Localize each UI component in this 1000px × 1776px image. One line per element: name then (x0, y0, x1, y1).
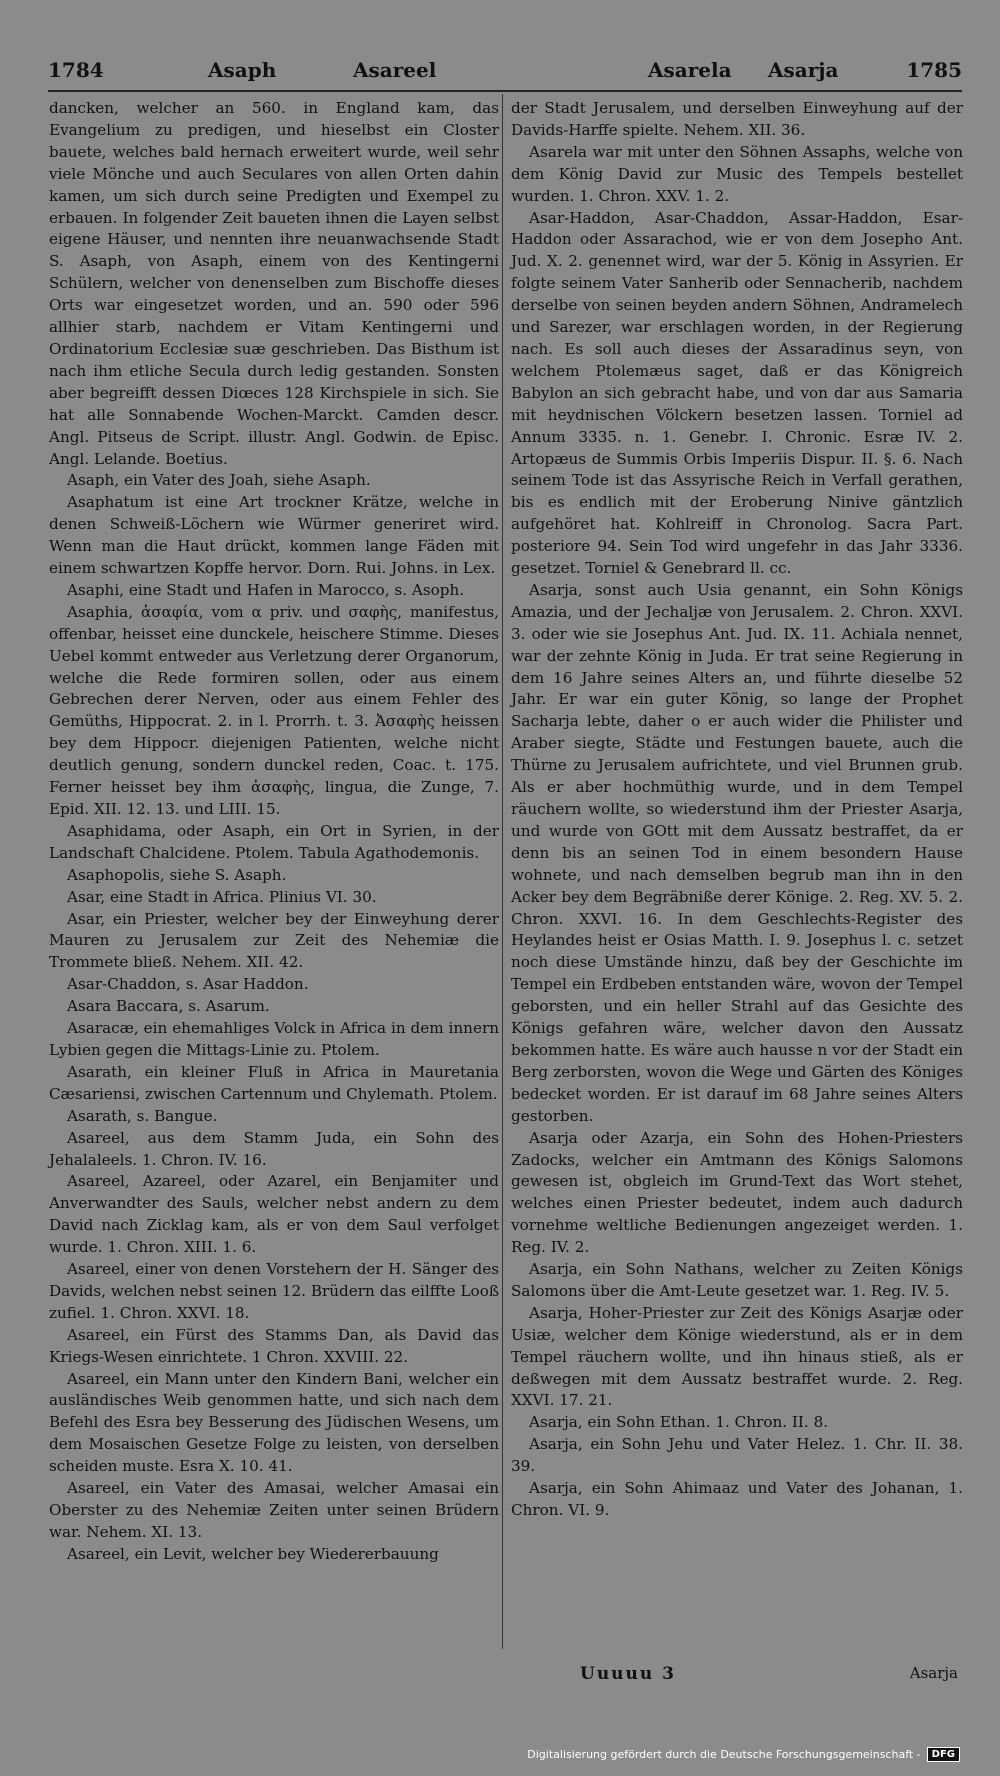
left-column (49, 98, 499, 1566)
dfg-logo: DFG (927, 1747, 960, 1762)
running-header (48, 58, 962, 88)
entry-paragraph: Asar-Haddon, Asar-Chaddon, Assar-Haddon, Esar-Haddon oder Assarachod, wie er von dem Josepho Ant. Jud. X. 2. genennet wird, war der 5. König in Assyrien. Er folgte seinem Vater Sanherib oder Sennacherib, nachdem derselbe von seinen beyden andern Söhnen, Andramelech und Sarezer, war erschlagen worden, in der Regierung nach. Es soll auch dieses der Assaradinus seyn, von welchem Ptolemæus saget, daß er das Königreich Babylon an sich gebracht habe, und von dar aus Samaria mit heydnischen Völckern besetzen lassen. Torniel ad Annum 3335. n. 1. Genebr. I. Chronic. Esræ IV. 2. Artopæus de Summis Orbis Imperiis Dispur. II. §. 6. Nach seinem Tode ist das Assyrische Reich in Verfall gerathen, bis es endlich mit der Eroberung Ninive gäntzlich aufgehöret hat. Kohlreiff in Chronolog. Sacra Part. posteriore 94. Sein Tod wird ungefehr in das Jahr 3336. gesetzet. Torniel & Genebrard ll. cc. (511, 208, 963, 578)
entry-paragraph: Asarela war mit unter den Söhnen Assaphs, welche von dem König David zur Music des Tempels bestellet wurden. 1. Chron. XXV. 1. 2. (511, 142, 963, 205)
headword-4: Asarja (768, 58, 839, 82)
entry-paragraph: Asarja, ein Sohn Ahimaaz und Vater des Johanan, 1. Chron. VI. 9. (511, 1479, 963, 1519)
entry-paragraph: Asar, eine Stadt in Africa. Plinius VI. 30. (67, 887, 377, 906)
entry-paragraph: Asarath, ein kleiner Fluß in Africa in Mauretania Cæsariensi, zwischen Cartennum und Chylemath. Ptolem. (49, 1062, 499, 1103)
entry-paragraph: Asarja, ein Sohn Nathans, welcher zu Zeiten Königs Salomons über die Amt-Leute gesetzet war. 1. Reg. IV. 5. (511, 1260, 963, 1300)
signature-mark: Uuuuu 3 (580, 1664, 677, 1684)
page-number-left: 1784 (48, 58, 104, 82)
entry-paragraph: Asarja, ein Sohn Jehu und Vater Helez. 1. Chr. II. 38. 39. (511, 1435, 963, 1476)
entry-paragraph: Asareel, aus dem Stamm Juda, ein Sohn des Jehalaleels. 1. Chron. IV. 16. (49, 1128, 499, 1169)
entry-paragraph: Asareel, ein Vater des Amasai, welcher Amasai ein Oberster zu des Nehemiæ Zeiten unter seinen Brüdern war. Nehem. XI. 13. (49, 1479, 499, 1541)
entry-paragraph: Asarja, sonst auch Usia genannt, ein Sohn Königs Amazia, und der Jechaljæ von Jerusalem. 2. Chron. XXVI. 3. oder wie sie Josephus Ant. Jud. IX. 11. Achiala nennet, war der zehnte König in Juda. Er trat seine Regierung in dem 16 Jahre seines Alters an, und führte dieselbe 52 Jahr. Er war ein guter König, so lange der Prophet Sacharja lebte, daher o er auch wider die Philister und Araber siegte, Städte und Festungen bauete, auch die Thürne zu Jerusalem aufrichtete, und viel Brunnen grub. Als er aber hochmüthig wurde, und in dem Tempel räuchern wollte, so wiederstund ihm der Priester Asarja, und wurde von GOtt mit dem Aussatz bestraffet, da er denn bis an seinen Tod in einem besondern Hause wohnete, und nach demselben begrub man ihn in den Acker bey dem Begräbniße derer Könige. 2. Reg. XV. 5. 2. Chron. XXVI. 16. In dem Geschlechts-Register des Heylandes heist er Osias Matth. I. 9. Josephus l. c. setzet noch diese Umstände hinzu, daß bey der Geschichte im Tempel ein Erdbeben entstanden wäre, wovon der Tempel geborsten, und ein heller Strahl auf das Gesichte des Königs gefahren wäre, welcher davon den Aussatz bekommen hatte. Es wäre auch hausse n vor der Stadt ein Berg zerborsten, wovon die Wege und Gärten des Königes bedecket worden. Er ist darauf im 68 Jahre seines Alters gestorben. (511, 580, 963, 1125)
entry-paragraph: Asarja, ein Sohn Ethan. 1. Chron. II. 8. (529, 1413, 829, 1432)
headword-2: Asareel (353, 58, 437, 82)
entry-paragraph: Asarja oder Azarja, ein Sohn des Hohen-Priesters Zadocks, welcher ein Amtmann des Königs Salomons gewesen ist, obgleich im Grund-Text das Wort stehet, welches einen Priester bedeutet, indem auch dadurch vornehme weltliche Bedienungen angezeiget werden. 1. Reg. IV. 2. (511, 1128, 963, 1257)
entry-paragraph: Asarja, Hoher-Priester zur Zeit des Königs Asarjæ oder Usiæ, welcher dem Könige wiederstund, als er in dem Tempel räuchern wollte, und ihn hinaus stieß, als er deßwegen mit dem Aussatz bestraffet wurde. 2. Reg. XXVI. 17. 21. (511, 1303, 963, 1410)
entry-paragraph: Asareel, einer von denen Vorstehern der H. Sänger des Davids, welchen nebst seinen 12. Brüdern das eilffte Looß zufiel. 1. Chron. XXVI. 18. (49, 1260, 499, 1322)
entry-paragraph: Asaphatum ist eine Art trockner Krätze, welche in denen Schweiß-Löchern wie Würmer generiret wird. Wenn man die Haut drückt, kommen lange Fäden mit einem schwartzen Kopffe hervor. Dorn. Rui. Johns. in Lex. (49, 493, 499, 578)
catchword: Asarja (909, 1664, 958, 1682)
header-rule (48, 90, 962, 92)
entry-paragraph: Asaphia, ἀσαφία, vom α priv. und σαφὴς, manifestus, offenbar, heisset eine dunckele, heischere Stimme. Dieses Uebel kommt entweder aus Verletzung derer Organorum, welche die Rede formiren sollen, oder aus einem Gebrechen derer Nerven, oder aus einem Fehler des Gemüths, Hippocrat. 2. in l. Prorrh. t. 3. Ἀσαφὴς heissen bey dem Hippocr. diejenigen Patienten, welche nicht deutlich genung, sondern dunckel reden, Coac. t. 175. Ferner heisset bey ihm ἀσαφὴς, lingua, die Zunge, 7. Epid. XII. 12. 13. und LIII. 15. (49, 602, 499, 818)
entry-paragraph: Asaph, ein Vater des Joah, siehe Asaph. (67, 471, 371, 490)
entry-paragraph: Asaphi, eine Stadt und Hafen in Marocco, s. Asoph. (67, 580, 465, 599)
headword-1: Asaph (208, 58, 277, 82)
right-column (511, 98, 963, 1522)
entry-paragraph: Asar, ein Priester, welcher bey der Einweyhung derer Mauren zu Jerusalem zur Zeit des Nehemiæ die Trommete bließ. Nehem. XII. 42. (49, 909, 499, 972)
entry-paragraph: Asareel, Azareel, oder Azarel, ein Benjamiter und Anverwandter des Sauls, welcher nebst andern zu dem David nach Zicklag kam, als er von dem Saul verfolget wurde. 1. Chron. XIII. 1. 6. (49, 1172, 499, 1257)
entry-paragraph: Asareel, ein Fürst des Stamms Dan, als David das Kriegs-Wesen einrichtete. 1 Chron. XXVIII. 22. (49, 1325, 499, 1366)
entry-paragraph: Asar-Chaddon, s. Asar Haddon. (67, 975, 309, 994)
entry-paragraph: Asareel, ein Mann unter den Kindern Bani, welcher ein ausländisches Weib genommen hatte, und sich nach dem Befehl des Esra bey Besserung des Jüdischen Wesens, um dem Mosaischen Gesetze Folge zu leisten, von derselben scheiden muste. Esra X. 10. 41. (49, 1369, 499, 1476)
page-number-right: 1785 (906, 58, 962, 82)
entry-paragraph: Asarath, s. Bangue. (67, 1106, 218, 1125)
column-divider (502, 94, 503, 1649)
credit-text: Digitalisierung gefördert durch die Deutsche Forschungsgemeinschaft - (527, 1748, 921, 1761)
digitization-credit (527, 1747, 960, 1762)
entry-paragraph: dancken, welcher an 560. in England kam, das Evangelium zu predigen, und hieselbst ein Closter bauete, welches bald hernach erweitert wurde, weil sehr viele Mönche und auch Seculares von allen Orten dahin kamen, um sich durch seine Predigten und Exempel zu erbauen. In folgender Zeit baueten ihnen die Layen selbst eigene Häuser, und nennten ihre neuanwachsende Stadt S. Asaph, von Asaph, einem von des Kentingerni Schülern, welcher von denenselben zum Bischoffe dieses Orts war eingesetzet worden, und an. 590 oder 596 allhier starb, nachdem er Vitam Kentingerni und Ordinatorium Ecclesiæ suæ geschrieben. Das Bisthum ist nach ihm etliche Secula durch ledig gestanden. Sonsten aber begreifft dessen Diœces 128 Kirchspiele in sich. Sie hat alle Sonnabende Wochen-Marckt. Camden descr. Angl. Pitseus de Script. illustr. Angl. Godwin. de Episc. Angl. Lelande. Boetius. (49, 99, 499, 468)
entry-paragraph: Asareel, ein Levit, welcher bey Wiedererbauung (67, 1544, 439, 1563)
entry-paragraph: der Stadt Jerusalem, und derselben Einweyhung auf der Davids-Harffe spielte. Nehem. XII. 36. (511, 99, 963, 139)
entry-paragraph: Asara Baccara, s. Asarum. (67, 997, 270, 1016)
entry-paragraph: Asaphopolis, siehe S. Asaph. (67, 865, 287, 884)
entry-paragraph: Asaphidama, oder Asaph, ein Ort in Syrien, in der Landschaft Chalcidene. Ptolem. Tabula Agathodemonis. (49, 821, 499, 862)
headword-3: Asarela (648, 58, 732, 82)
entry-paragraph: Asaracæ, ein ehemahliges Volck in Africa in dem innern Lybien gegen die Mittags-Linie zu. Ptolem. (49, 1019, 499, 1059)
